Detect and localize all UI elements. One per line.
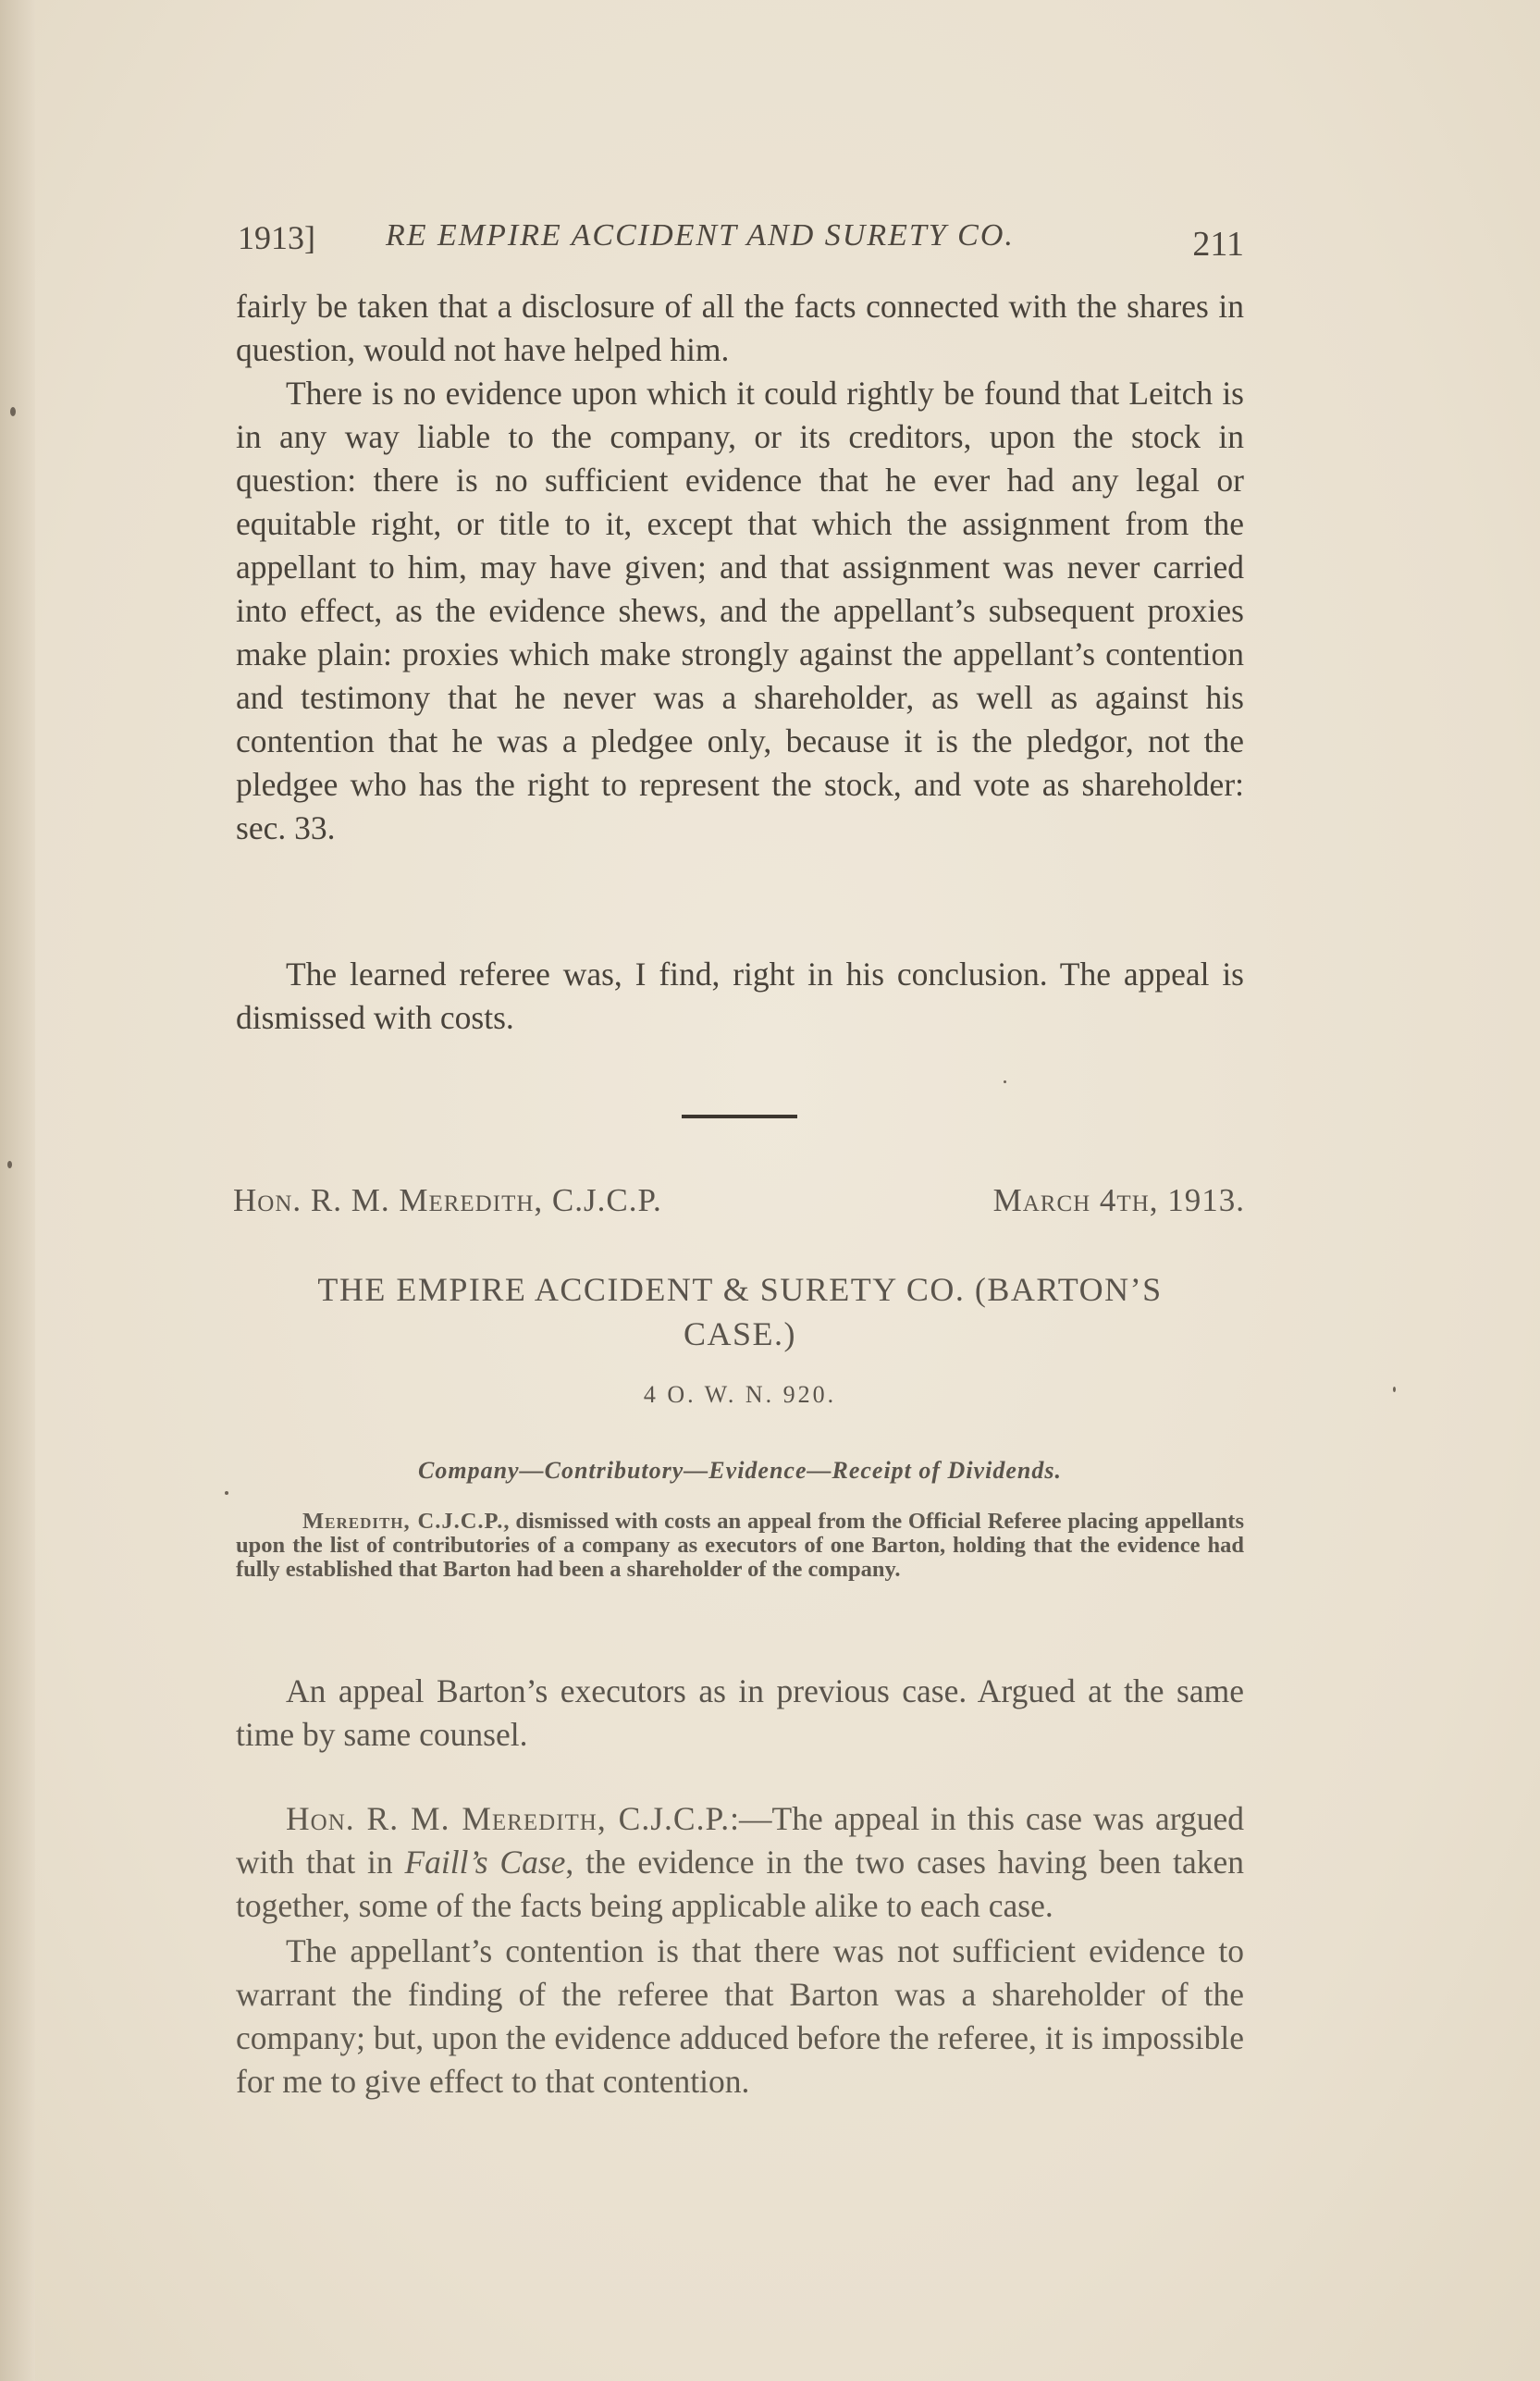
headnote-judge: Meredith, C.J.C.P. <box>302 1509 504 1534</box>
headnote <box>236 1510 1244 1582</box>
paragraph: The learned referee was, I find, right in his conclusion. The appeal is dismissed with costs. <box>236 956 1244 1036</box>
paper-speck <box>1393 1387 1396 1392</box>
paper-speck <box>225 1491 228 1495</box>
paragraph: fairly be taken that a disclosure of all the facts connected with the shares in question, would not have helped him. <box>236 288 1244 368</box>
opinion-text: :—The appeal in this case was argued with that in <box>236 1800 1244 1881</box>
paper-speck <box>1004 1080 1006 1083</box>
header-year: 1913] <box>238 219 315 256</box>
paragraph: The appellant’s contention is that there was not sufficient evidence to warrant the finding of the referee that Barton was a shareholder of the company; but, upon the evidence adduced before the referee, it is impossible for me to give effect to that contention. <box>236 1932 1244 2100</box>
case-title <box>236 1267 1244 1356</box>
judge-line <box>233 1182 1245 1228</box>
section-divider <box>682 1115 797 1118</box>
running-head <box>238 211 1244 266</box>
case-title-line: THE EMPIRE ACCIDENT & SURETY CO. (BARTON’S <box>317 1271 1163 1308</box>
opinion-judge: Hon. R. M. Meredith, C.J.C.P. <box>286 1800 731 1837</box>
first-case-conclusion <box>236 953 1244 1040</box>
citation: 4 O. W. N. 920. <box>643 1381 837 1408</box>
spine-shadow <box>0 0 35 2381</box>
opinion-text: , the evidence in the two cases having been taken together, some of the facts being applicable alike to each case. <box>236 1844 1244 1924</box>
case-reference: Faill’s Case <box>404 1844 566 1881</box>
headnote-text: , dismissed with costs an appeal from the Official Referee placing appellants upon the list of contributories of a company as executors of one Barton, holding that the evidence had fully established that Barton had been a shareholder of the company. <box>236 1509 1244 1582</box>
statement <box>236 1670 1244 1757</box>
catchwords: Company—Contributory—Evidence—Receipt of Dividends. <box>418 1457 1062 1484</box>
judge-name: Hon. R. M. Meredith, C.J.C.P. <box>233 1182 662 1218</box>
paragraph <box>236 1797 1244 1928</box>
paper-speck <box>10 407 16 416</box>
page-number: 211 <box>1192 225 1244 264</box>
paragraph: There is no evidence upon which it could rightly be found that Leitch is in any way liable to the company, or its creditors, upon the stock in question: there is no sufficient evidence that he ever had any legal or equitable right, or title to it, except that which the assignment from the appellant to him, may have given; and that assignment was never carried into effect, as the evidence shews, and the appellant’s subsequent proxies make plain: proxies which make strongly against the appellant’s contention and testimony that he never was a shareholder, as well as against his contention that he was a pledgee only, because it is the pledgor, not the pledgee who has the right to represent the stock, and vote as shareholder: sec. 33. <box>236 375 1244 846</box>
paragraph: An appeal Barton’s executors as in previous case. Argued at the same time by same counsel. <box>236 1672 1244 1753</box>
opinion <box>236 1797 1244 2105</box>
case-title-line: CASE.) <box>683 1315 796 1352</box>
decision-date: March 4th, 1913. <box>992 1182 1245 1218</box>
first-case-body <box>236 285 1244 850</box>
header-title: RE EMPIRE ACCIDENT AND SURETY CO. <box>386 218 1015 253</box>
paper-speck <box>7 1161 12 1168</box>
